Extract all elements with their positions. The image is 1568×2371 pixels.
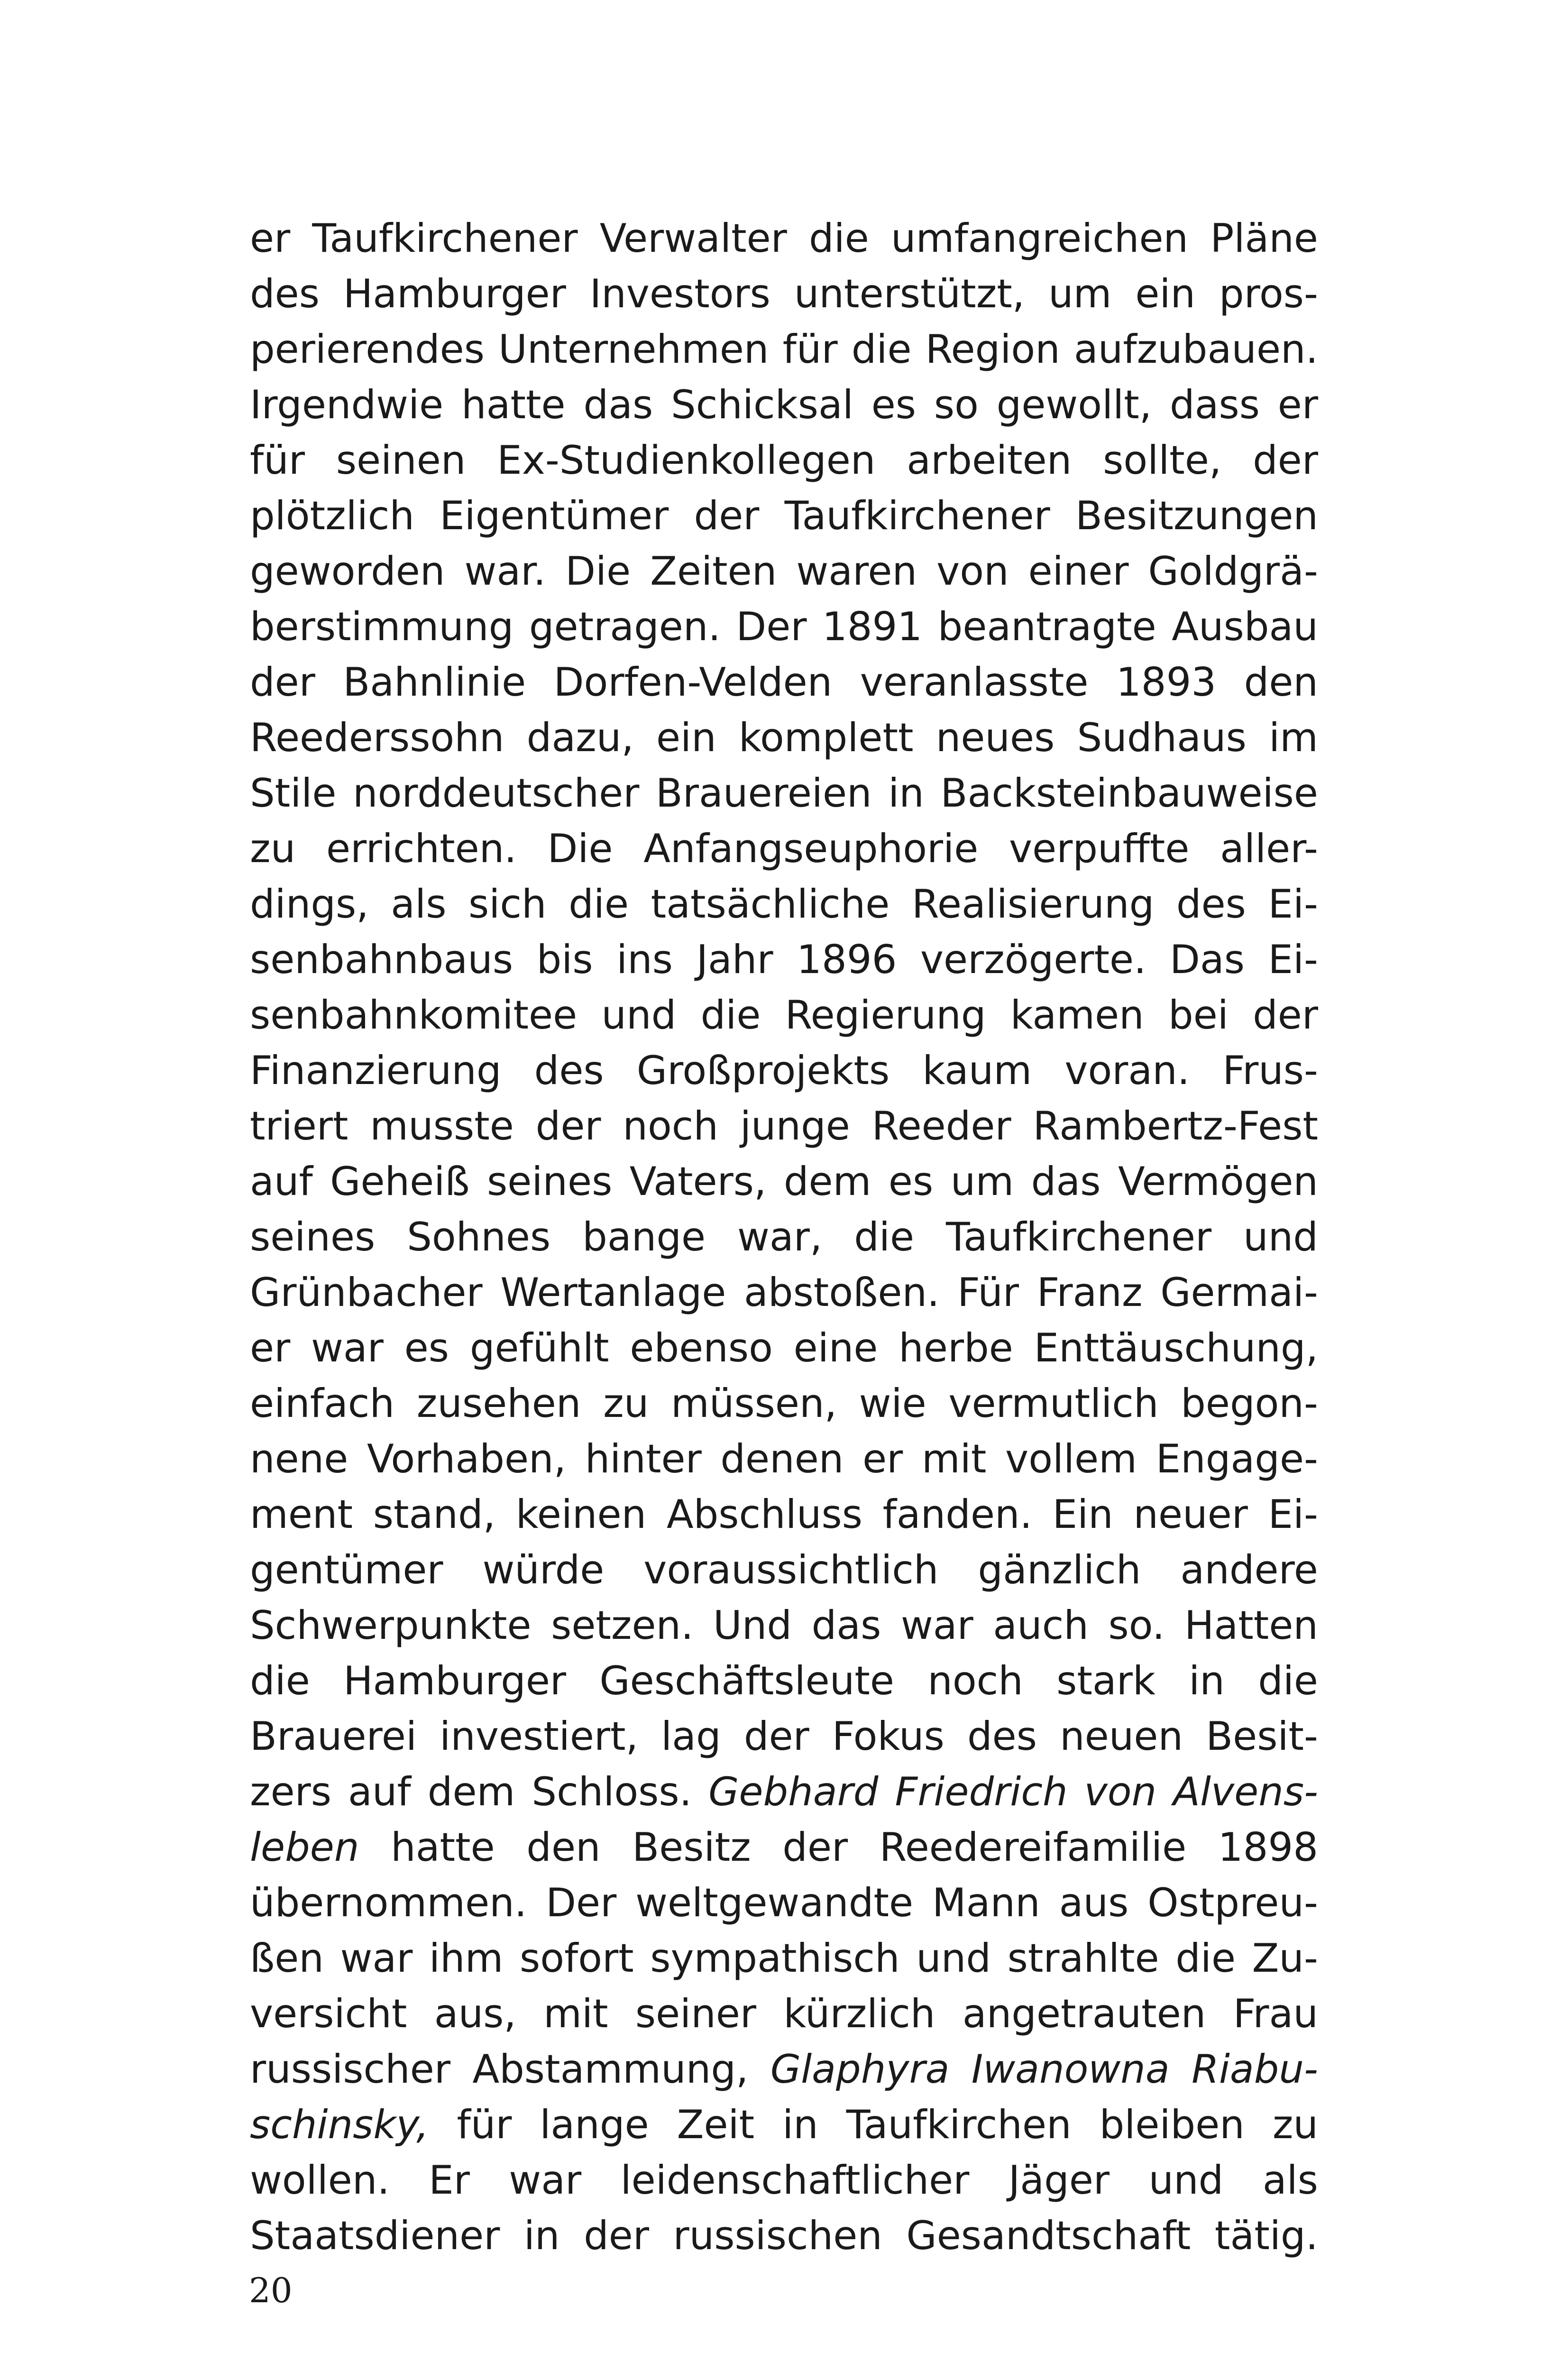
text-segment: senbahnkomitee und die Regierung kamen bei der	[250, 992, 1318, 1038]
text-segment: wollen. Er war leidenschaftlicher Jäger und als	[250, 2157, 1318, 2203]
text-segment: senbahnbaus bis ins Jahr 1896 verzögerte. Das Ei-	[250, 937, 1318, 983]
text-segment: russischer Abstammung,	[250, 2046, 770, 2092]
text-line	[250, 488, 1318, 543]
text-line	[250, 322, 1318, 377]
text-line	[250, 1875, 1318, 1930]
text-line	[250, 1598, 1318, 1653]
text-line	[250, 1431, 1318, 1487]
text-line	[250, 1154, 1318, 1209]
text-segment: zu errichten. Die Anfangseuphorie verpuffte aller-	[250, 826, 1318, 872]
text-line	[250, 1320, 1318, 1376]
text-segment: perierendes Unternehmen für die Region aufzubauen.	[250, 326, 1318, 372]
text-line	[250, 1209, 1318, 1265]
text-line	[250, 1820, 1318, 1875]
text-segment: übernommen. Der weltgewandte Mann aus Ostpreu-	[250, 1880, 1318, 1926]
text-segment: die Hamburger Geschäftsleute noch stark in die	[250, 1658, 1318, 1704]
text-segment: seines Sohnes bange war, die Taufkirchener und	[250, 1214, 1318, 1260]
text-segment: nene Vorhaben, hinter denen er mit vollem Engage-	[250, 1436, 1318, 1482]
text-line	[250, 211, 1318, 266]
text-segment: des Hamburger Investors unterstützt, um ein pros-	[250, 271, 1318, 317]
text-line	[250, 1764, 1318, 1820]
text-segment: auf Geheiß seines Vaters, dem es um das Vermögen	[250, 1158, 1318, 1204]
text-line	[250, 1930, 1318, 1986]
text-line	[250, 543, 1318, 599]
text-line	[250, 1376, 1318, 1431]
text-segment: berstimmung getragen. Der 1891 beantragte Ausbau	[250, 604, 1318, 650]
text-segment: plötzlich Eigentümer der Taufkirchener Besitzungen	[250, 493, 1318, 539]
text-segment: der Bahnlinie Dorfen-Velden veranlasste 1893 den	[250, 659, 1318, 705]
text-segment: Staatsdiener in der russischen Gesandtschaft tätig.	[250, 2213, 1318, 2259]
text-line	[250, 1098, 1318, 1154]
text-line	[250, 654, 1318, 710]
text-line	[250, 932, 1318, 987]
text-line	[250, 821, 1318, 876]
text-segment: einfach zusehen zu müssen, wie vermutlich begon-	[250, 1380, 1318, 1426]
text-segment: dings, als sich die tatsächliche Realisierung des Ei-	[250, 881, 1318, 927]
text-line	[250, 765, 1318, 821]
text-segment: Reederssohn dazu, ein komplett neues Sudhaus im	[250, 715, 1318, 761]
text-line	[250, 1043, 1318, 1098]
text-segment: ment stand, keinen Abschluss fanden. Ein neuer Ei-	[250, 1491, 1318, 1537]
text-segment: geworden war. Die Zeiten waren von einer Goldgrä-	[250, 548, 1318, 594]
text-segment: ßen war ihm sofort sympathisch und strahlte die Zu-	[250, 1935, 1318, 1981]
text-segment: gentümer würde voraussichtlich gänzlich andere	[250, 1547, 1318, 1593]
text-segment: er Taufkirchener Verwalter die umfangreichen Pläne	[250, 215, 1318, 261]
text-line	[250, 1265, 1318, 1320]
text-line	[250, 2208, 1318, 2263]
text-line	[250, 876, 1318, 932]
text-line	[250, 2041, 1318, 2097]
text-segment: Grünbacher Wertanlage abstoßen. Für Franz Germai-	[250, 1269, 1318, 1315]
text-segment: Brauerei investiert, lag der Fokus des neuen Besit-	[250, 1713, 1318, 1759]
text-line	[250, 377, 1318, 432]
italic-name: Gebhard Friedrich von Alvens-	[708, 1769, 1319, 1815]
text-segment: Finanzierung des Großprojekts kaum voran. Frus-	[250, 1048, 1318, 1094]
text-line	[250, 1542, 1318, 1598]
text-line	[250, 987, 1318, 1043]
text-segment: Stile norddeutscher Brauereien in Backsteinbauweise	[250, 770, 1318, 816]
text-line	[250, 2097, 1318, 2152]
text-line	[250, 1986, 1318, 2041]
text-segment: hatte den Besitz der Reedereifamilie 1898	[359, 1824, 1318, 1870]
text-line	[250, 599, 1318, 654]
text-line	[250, 710, 1318, 765]
text-segment: Schwerpunkte setzen. Und das war auch so. Hatten	[250, 1602, 1318, 1648]
italic-name: schinsky,	[250, 2102, 429, 2148]
italic-name: leben	[250, 1824, 359, 1870]
text-line	[250, 1487, 1318, 1542]
text-segment: für seinen Ex-Studienkollegen arbeiten sollte, der	[250, 437, 1318, 483]
text-segment: er war es gefühlt ebenso eine herbe Enttäuschung,	[250, 1325, 1318, 1371]
text-line	[250, 266, 1318, 322]
text-segment: versicht aus, mit seiner kürzlich angetrauten Frau	[250, 1991, 1318, 2037]
text-line	[250, 432, 1318, 488]
text-segment: zers auf dem Schloss.	[250, 1769, 709, 1815]
text-line	[250, 2152, 1318, 2208]
italic-name: Glaphyra Iwanowna Riabu-	[770, 2046, 1318, 2092]
text-segment: Irgendwie hatte das Schicksal es so gewollt, dass er	[250, 382, 1318, 428]
text-line	[250, 1709, 1318, 1764]
text-line	[250, 1653, 1318, 1709]
text-segment: für lange Zeit in Taufkirchen bleiben zu	[429, 2102, 1318, 2148]
page-number: 20	[249, 2270, 293, 2310]
text-segment: triert musste der noch junge Reeder Rambertz-Fest	[250, 1103, 1318, 1149]
body-text	[250, 211, 1318, 2263]
